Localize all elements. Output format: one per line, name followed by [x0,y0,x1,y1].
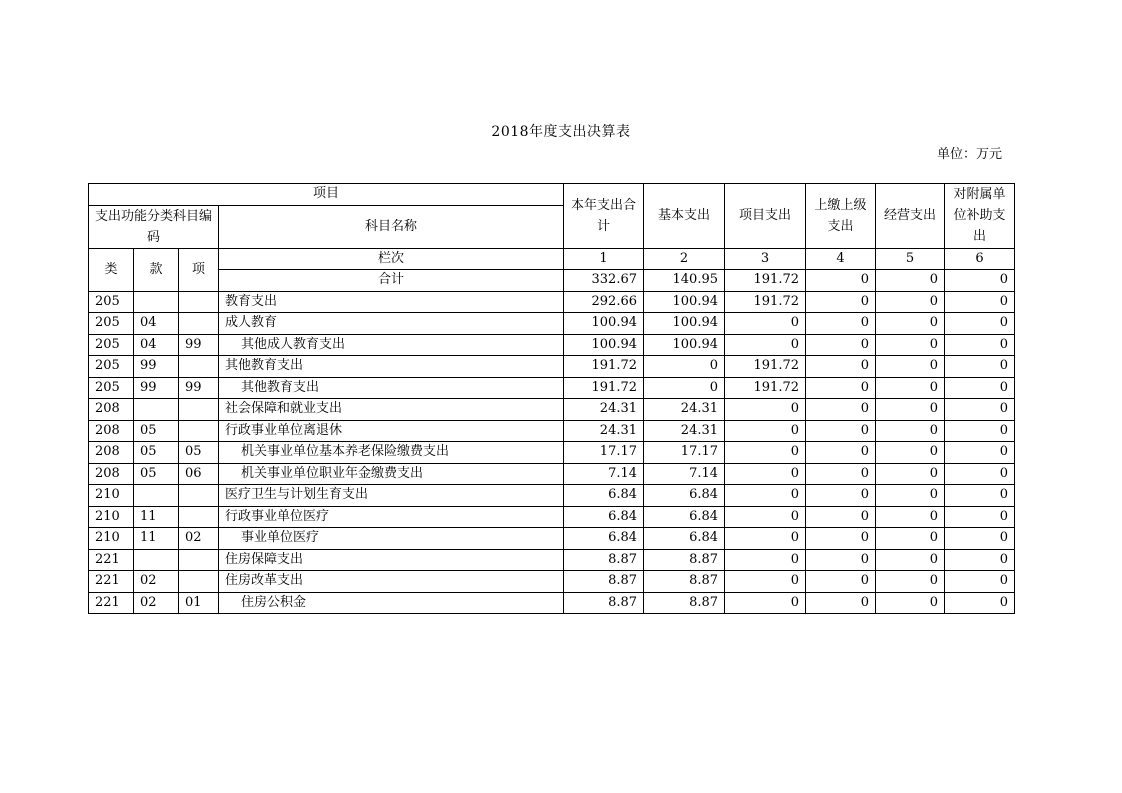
header-subject-name: 科目名称 [219,205,564,248]
amount-cell: 0 [725,313,806,335]
code-kuan: 11 [134,506,179,528]
amount-cell: 0 [644,377,725,399]
code-xiang [179,506,219,528]
code-lei: 205 [89,356,134,378]
amount-cell: 191.72 [564,356,644,378]
expenditure-table [88,183,1015,614]
code-lei: 208 [89,420,134,442]
header-xiang: 项 [179,248,219,291]
report-title: 2018年度支出决算表 [491,124,631,140]
amount-cell: 6.84 [564,485,644,507]
subject-name: 机关事业单位基本养老保险缴费支出 [219,442,564,464]
header-row [89,184,1015,206]
amount-cell: 0 [876,528,945,550]
amount-cell: 0 [725,549,806,571]
code-xiang [179,571,219,593]
amount-cell: 0 [725,399,806,421]
col-num: 3 [725,248,806,270]
code-lei: 208 [89,463,134,485]
amount-cell: 0 [725,571,806,593]
code-kuan: 04 [134,334,179,356]
code-lei: 221 [89,592,134,614]
subject-name: 社会保障和就业支出 [219,399,564,421]
total-value: 140.95 [644,270,725,292]
subject-name: 事业单位医疗 [219,528,564,550]
amount-cell: 0 [876,592,945,614]
lanci-row [89,248,1015,270]
amount-cell: 8.87 [564,571,644,593]
amount-cell: 0 [806,356,876,378]
amount-cell: 191.72 [564,377,644,399]
table-row [89,313,1015,335]
col-num: 5 [876,248,945,270]
code-kuan [134,485,179,507]
header-col-remit: 上缴上级支出 [806,184,876,249]
amount-cell: 0 [945,313,1015,335]
amount-cell: 0 [945,377,1015,399]
code-xiang: 06 [179,463,219,485]
amount-cell: 17.17 [644,442,725,464]
amount-cell: 292.66 [564,291,644,313]
amount-cell: 6.84 [644,528,725,550]
header-col-basic: 基本支出 [644,184,725,249]
amount-cell: 17.17 [564,442,644,464]
amount-cell: 8.87 [644,571,725,593]
subject-name: 住房保障支出 [219,549,564,571]
amount-cell: 0 [725,463,806,485]
code-kuan [134,291,179,313]
code-lei: 221 [89,571,134,593]
code-kuan: 04 [134,313,179,335]
amount-cell: 0 [806,420,876,442]
amount-cell: 0 [806,377,876,399]
code-lei: 205 [89,334,134,356]
subject-name: 其他教育支出 [219,377,564,399]
amount-cell: 8.87 [564,592,644,614]
amount-cell: 24.31 [564,399,644,421]
amount-cell: 0 [945,442,1015,464]
header-lei: 类 [89,248,134,291]
amount-cell: 6.84 [644,506,725,528]
amount-cell: 0 [945,334,1015,356]
amount-cell: 0 [876,377,945,399]
total-value: 191.72 [725,270,806,292]
code-xiang [179,356,219,378]
amount-cell: 0 [806,485,876,507]
header-kuan: 款 [134,248,179,291]
code-kuan [134,399,179,421]
table-row [89,528,1015,550]
amount-cell: 0 [876,571,945,593]
header-col-project: 项目支出 [725,184,806,249]
code-xiang [179,313,219,335]
subject-name: 医疗卫生与计划生育支出 [219,485,564,507]
amount-cell: 0 [945,463,1015,485]
code-xiang [179,549,219,571]
code-kuan: 11 [134,528,179,550]
amount-cell: 100.94 [644,291,725,313]
amount-cell: 0 [725,420,806,442]
table-row [89,506,1015,528]
code-lei: 205 [89,313,134,335]
table-row [89,592,1015,614]
amount-cell: 0 [876,313,945,335]
table-row [89,399,1015,421]
amount-cell: 0 [806,442,876,464]
code-lei: 208 [89,399,134,421]
amount-cell: 0 [806,463,876,485]
code-lei: 210 [89,485,134,507]
amount-cell: 6.84 [564,506,644,528]
amount-cell: 191.72 [725,291,806,313]
amount-cell: 0 [725,506,806,528]
code-xiang [179,485,219,507]
amount-cell: 100.94 [564,334,644,356]
col-num: 1 [564,248,644,270]
amount-cell: 0 [806,506,876,528]
header-col-subsidy: 对附属单位补助支出 [945,184,1015,249]
amount-cell: 0 [876,334,945,356]
code-kuan: 05 [134,463,179,485]
amount-cell: 0 [945,528,1015,550]
amount-cell: 24.31 [644,420,725,442]
amount-cell: 0 [725,442,806,464]
amount-cell: 0 [876,463,945,485]
amount-cell: 0 [876,549,945,571]
lanci-label: 栏次 [219,248,564,270]
code-kuan: 99 [134,377,179,399]
code-xiang: 99 [179,334,219,356]
total-value: 0 [876,270,945,292]
code-xiang: 05 [179,442,219,464]
col-num: 6 [945,248,1015,270]
subject-name: 教育支出 [219,291,564,313]
amount-cell: 8.87 [644,592,725,614]
amount-cell: 0 [876,506,945,528]
amount-cell: 0 [806,291,876,313]
code-xiang [179,399,219,421]
table-row [89,463,1015,485]
amount-cell: 100.94 [564,313,644,335]
code-lei: 205 [89,291,134,313]
total-value: 332.67 [564,270,644,292]
amount-cell: 0 [945,291,1015,313]
amount-cell: 0 [945,420,1015,442]
amount-cell: 6.84 [564,528,644,550]
table-row [89,377,1015,399]
amount-cell: 0 [806,313,876,335]
amount-cell: 0 [945,399,1015,421]
code-kuan: 05 [134,442,179,464]
amount-cell: 0 [806,571,876,593]
table-row [89,334,1015,356]
amount-cell: 100.94 [644,313,725,335]
code-xiang: 02 [179,528,219,550]
subject-name: 成人教育 [219,313,564,335]
amount-cell: 7.14 [644,463,725,485]
code-xiang: 01 [179,592,219,614]
amount-cell: 0 [876,356,945,378]
amount-cell: 0 [945,592,1015,614]
code-lei: 208 [89,442,134,464]
table-row [89,356,1015,378]
amount-cell: 191.72 [725,377,806,399]
amount-cell: 0 [806,528,876,550]
amount-cell: 8.87 [564,549,644,571]
code-lei: 221 [89,549,134,571]
amount-cell: 7.14 [564,463,644,485]
subject-name: 其他教育支出 [219,356,564,378]
code-kuan: 05 [134,420,179,442]
amount-cell: 0 [725,485,806,507]
amount-cell: 0 [876,442,945,464]
amount-cell: 0 [806,334,876,356]
table-row [89,420,1015,442]
amount-cell: 0 [876,485,945,507]
table-row [89,485,1015,507]
header-col-business: 经营支出 [876,184,945,249]
unit-label: 单位：万元 [936,147,1002,162]
code-xiang [179,291,219,313]
header-col-total: 本年支出合计 [564,184,644,249]
amount-cell: 8.87 [644,549,725,571]
code-lei: 205 [89,377,134,399]
code-xiang: 99 [179,377,219,399]
subject-name: 行政事业单位医疗 [219,506,564,528]
code-kuan: 02 [134,592,179,614]
table-row [89,571,1015,593]
amount-cell: 0 [725,592,806,614]
subject-name: 住房改革支出 [219,571,564,593]
amount-cell: 0 [945,485,1015,507]
amount-cell: 100.94 [644,334,725,356]
amount-cell: 0 [725,528,806,550]
amount-cell: 191.72 [725,356,806,378]
amount-cell: 0 [876,399,945,421]
amount-cell: 0 [945,356,1015,378]
code-lei: 210 [89,506,134,528]
header-func-code: 支出功能分类科目编码 [89,205,219,248]
table-row [89,442,1015,464]
code-kuan: 02 [134,571,179,593]
table-row [89,291,1015,313]
code-lei: 210 [89,528,134,550]
amount-cell: 0 [945,549,1015,571]
subject-name: 机关事业单位职业年金缴费支出 [219,463,564,485]
subject-name: 住房公积金 [219,592,564,614]
amount-cell: 0 [806,549,876,571]
subject-name: 其他成人教育支出 [219,334,564,356]
code-kuan: 99 [134,356,179,378]
table-row [89,549,1015,571]
amount-cell: 0 [806,399,876,421]
total-value: 0 [945,270,1015,292]
amount-cell: 0 [876,420,945,442]
amount-cell: 24.31 [644,399,725,421]
subject-name: 行政事业单位离退休 [219,420,564,442]
amount-cell: 24.31 [564,420,644,442]
code-xiang [179,420,219,442]
amount-cell: 0 [945,506,1015,528]
amount-cell: 0 [644,356,725,378]
header-item: 项目 [89,184,564,206]
code-kuan [134,549,179,571]
col-num: 2 [644,248,725,270]
amount-cell: 0 [806,592,876,614]
total-label: 合计 [219,270,564,292]
total-value: 0 [806,270,876,292]
amount-cell: 0 [945,571,1015,593]
total-row [89,270,1015,292]
col-num: 4 [806,248,876,270]
amount-cell: 0 [725,334,806,356]
amount-cell: 6.84 [644,485,725,507]
amount-cell: 0 [876,291,945,313]
